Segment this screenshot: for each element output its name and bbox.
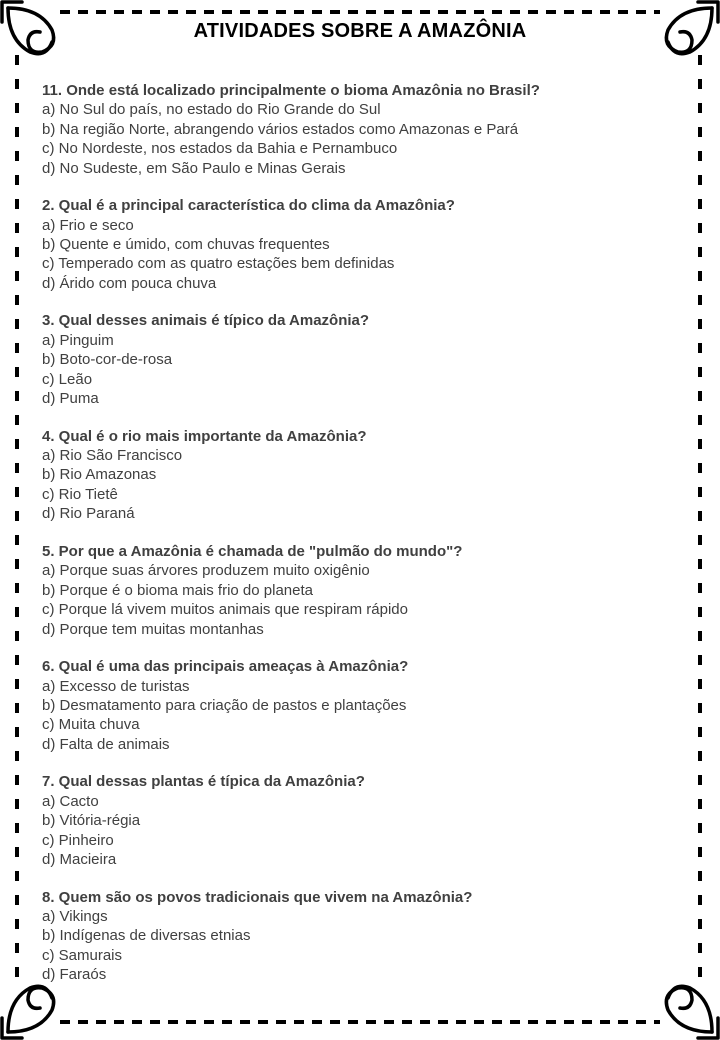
question-block bbox=[42, 427, 672, 524]
answer-option: b) Vitória-régia bbox=[42, 812, 141, 830]
answer-option: a) Pinguim bbox=[42, 331, 114, 349]
question-block bbox=[42, 196, 672, 293]
question-block bbox=[42, 542, 672, 639]
question-block bbox=[42, 772, 672, 869]
answer-option: a) No Sul do país, no estado do Rio Grande do Sul bbox=[42, 101, 381, 119]
answer-option: d) Macieira bbox=[42, 850, 117, 868]
answer-option: c) Rio Tietê bbox=[42, 485, 118, 503]
answer-option: d) Puma bbox=[42, 390, 99, 408]
answer-option: b) Rio Amazonas bbox=[42, 466, 157, 484]
question-block bbox=[42, 311, 672, 408]
question-text: 8. Quem são os povos tradicionais que vivem na Amazônia? bbox=[42, 888, 473, 906]
question-text: 6. Qual é uma das principais ameaças à Amazônia? bbox=[42, 658, 409, 676]
answer-option: a) Excesso de turistas bbox=[42, 677, 190, 695]
page-title: ATIVIDADES SOBRE A AMAZÔNIA bbox=[193, 20, 527, 42]
answer-option: c) Muita chuva bbox=[42, 716, 140, 734]
answer-option: b) Desmatamento para criação de pastos e plantações bbox=[42, 696, 407, 714]
answer-option: a) Vikings bbox=[42, 907, 108, 925]
question-text: 5. Por que a Amazônia é chamada de "pulmão do mundo"? bbox=[42, 542, 463, 560]
answer-option: b) Na região Norte, abrangendo vários estados como Amazonas e Pará bbox=[42, 120, 519, 138]
answer-option: c) Temperado com as quatro estações bem definidas bbox=[42, 255, 395, 273]
question-text: 4. Qual é o rio mais importante da Amazônia? bbox=[42, 427, 367, 445]
answer-option: b) Porque é o bioma mais frio do planeta bbox=[42, 581, 313, 599]
answer-option: c) Pinheiro bbox=[42, 831, 114, 849]
answer-option: a) Porque suas árvores produzem muito oxigênio bbox=[42, 562, 370, 580]
question-text: 2. Qual é a principal característica do clima da Amazônia? bbox=[42, 197, 455, 215]
answer-option: d) Falta de animais bbox=[42, 735, 170, 753]
answer-option: a) Cacto bbox=[42, 792, 99, 810]
question-text: 3. Qual desses animais é típico da Amazônia? bbox=[42, 312, 370, 330]
question-block bbox=[42, 81, 672, 178]
answer-option: b) Indígenas de diversas etnias bbox=[42, 927, 251, 945]
answer-option: b) Quente e úmido, com chuvas frequentes bbox=[42, 236, 330, 254]
answer-option: c) Samurais bbox=[42, 946, 123, 964]
question-block bbox=[42, 657, 672, 754]
answer-option: c) No Nordeste, nos estados da Bahia e Pernambuco bbox=[42, 140, 398, 158]
question-block bbox=[42, 888, 672, 985]
answer-option: d) Árido com pouca chuva bbox=[42, 274, 217, 292]
question-text: 11. Onde está localizado principalmente o bioma Amazônia no Brasil? bbox=[42, 82, 540, 99]
answer-option: c) Porque lá vivem muitos animais que respiram rápido bbox=[42, 601, 408, 619]
answer-option: d) Faraós bbox=[42, 966, 107, 984]
question-text: 7. Qual dessas plantas é típica da Amazônia? bbox=[42, 773, 365, 791]
question-list bbox=[42, 81, 672, 1003]
answer-option: a) Frio e seco bbox=[42, 216, 134, 234]
answer-option: c) Leão bbox=[42, 370, 93, 388]
answer-option: a) Rio São Francisco bbox=[42, 447, 183, 465]
answer-option: d) No Sudeste, em São Paulo e Minas Gerais bbox=[42, 159, 346, 177]
answer-option: d) Rio Paraná bbox=[42, 505, 135, 523]
answer-option: b) Boto-cor-de-rosa bbox=[42, 351, 173, 369]
answer-option: d) Porque tem muitas montanhas bbox=[42, 620, 264, 638]
